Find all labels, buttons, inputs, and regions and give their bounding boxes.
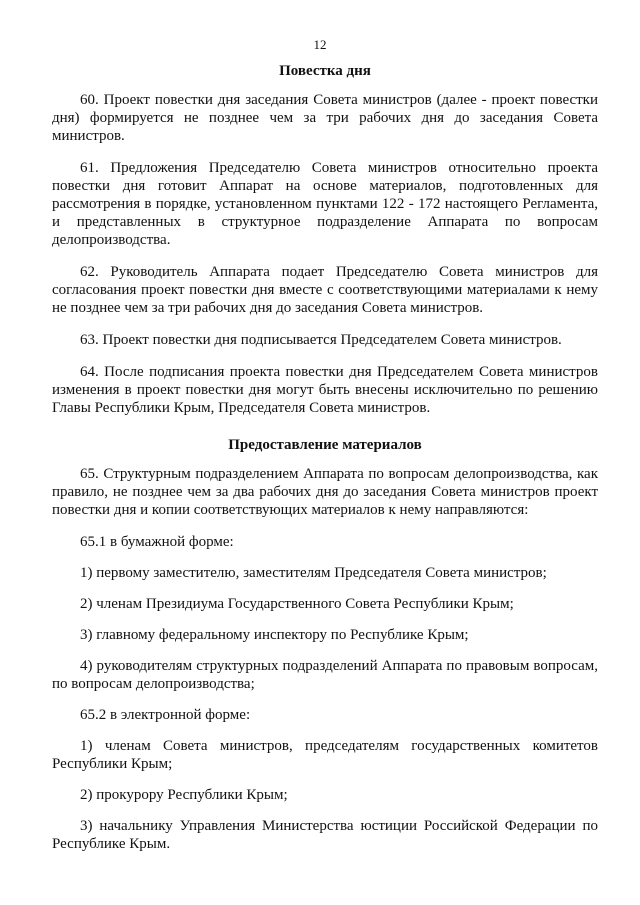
paragraph-63: 63. Проект повестки дня подписывается Председателем Совета министров.	[80, 332, 562, 348]
paragraph-64: 64. После подписания проекта повестки дня Председателем Совета министров изменения в проект повестки дня могут быть внесены исключительно по решению Главы Республики Крым, Председателя Совета министров.	[52, 364, 598, 416]
list-item-65-2-2: 2) прокурору Республики Крым;	[80, 787, 288, 803]
section-heading-materials: Предоставление материалов	[228, 437, 422, 453]
paragraph-65-1: 65.1 в бумажной форме:	[80, 534, 234, 550]
list-item-65-1-3: 3) главному федеральному инспектору по Республике Крым;	[80, 627, 469, 643]
section-heading-agenda: Повестка дня	[279, 63, 371, 79]
paragraph-62: 62. Руководитель Аппарата подает Председателю Совета министров для согласования проект повестки дня вместе с соответствующими материалами к нему не позднее чем за три рабочих дня до заседания Совета министров.	[52, 264, 598, 316]
paragraph-65-2: 65.2 в электронной форме:	[80, 707, 251, 723]
page-number: 12	[313, 37, 327, 52]
list-item-65-1-1: 1) первому заместителю, заместителям Председателя Совета министров;	[80, 565, 547, 581]
document-body	[52, 62, 598, 866]
list-item-65-1-2: 2) членам Президиума Государственного Совета Республики Крым;	[80, 596, 514, 612]
paragraph-61: 61. Предложения Председателю Совета министров относительно проекта повестки дня готовит Аппарат на основе материалов, подготовленных для рассмотрения в порядке, установленном пунктами 122 - 172 настоящего Регламента, и представленных в структурное подразделение Аппарата по вопросам делопроизводства.	[52, 160, 598, 248]
list-item-65-2-3: 3) начальнику Управления Министерства юстиции Российской Федерации по Республике Крым.	[52, 818, 598, 852]
paragraph-60: 60. Проект повестки дня заседания Совета министров (далее - проект повестки дня) формируется не позднее чем за три рабочих дня до заседания Совета министров.	[52, 92, 598, 144]
paragraph-65: 65. Структурным подразделением Аппарата по вопросам делопроизводства, как правило, не позднее чем за два рабочих дня до заседания Совета министров проект повестки дня и копии соответствующих материалов к нему направляются:	[52, 466, 598, 518]
list-item-65-1-4: 4) руководителям структурных подразделений Аппарата по правовым вопросам, по вопросам делопроизводства;	[52, 658, 598, 692]
list-item-65-2-1: 1) членам Совета министров, председателям государственных комитетов Республики Крым;	[52, 738, 598, 772]
